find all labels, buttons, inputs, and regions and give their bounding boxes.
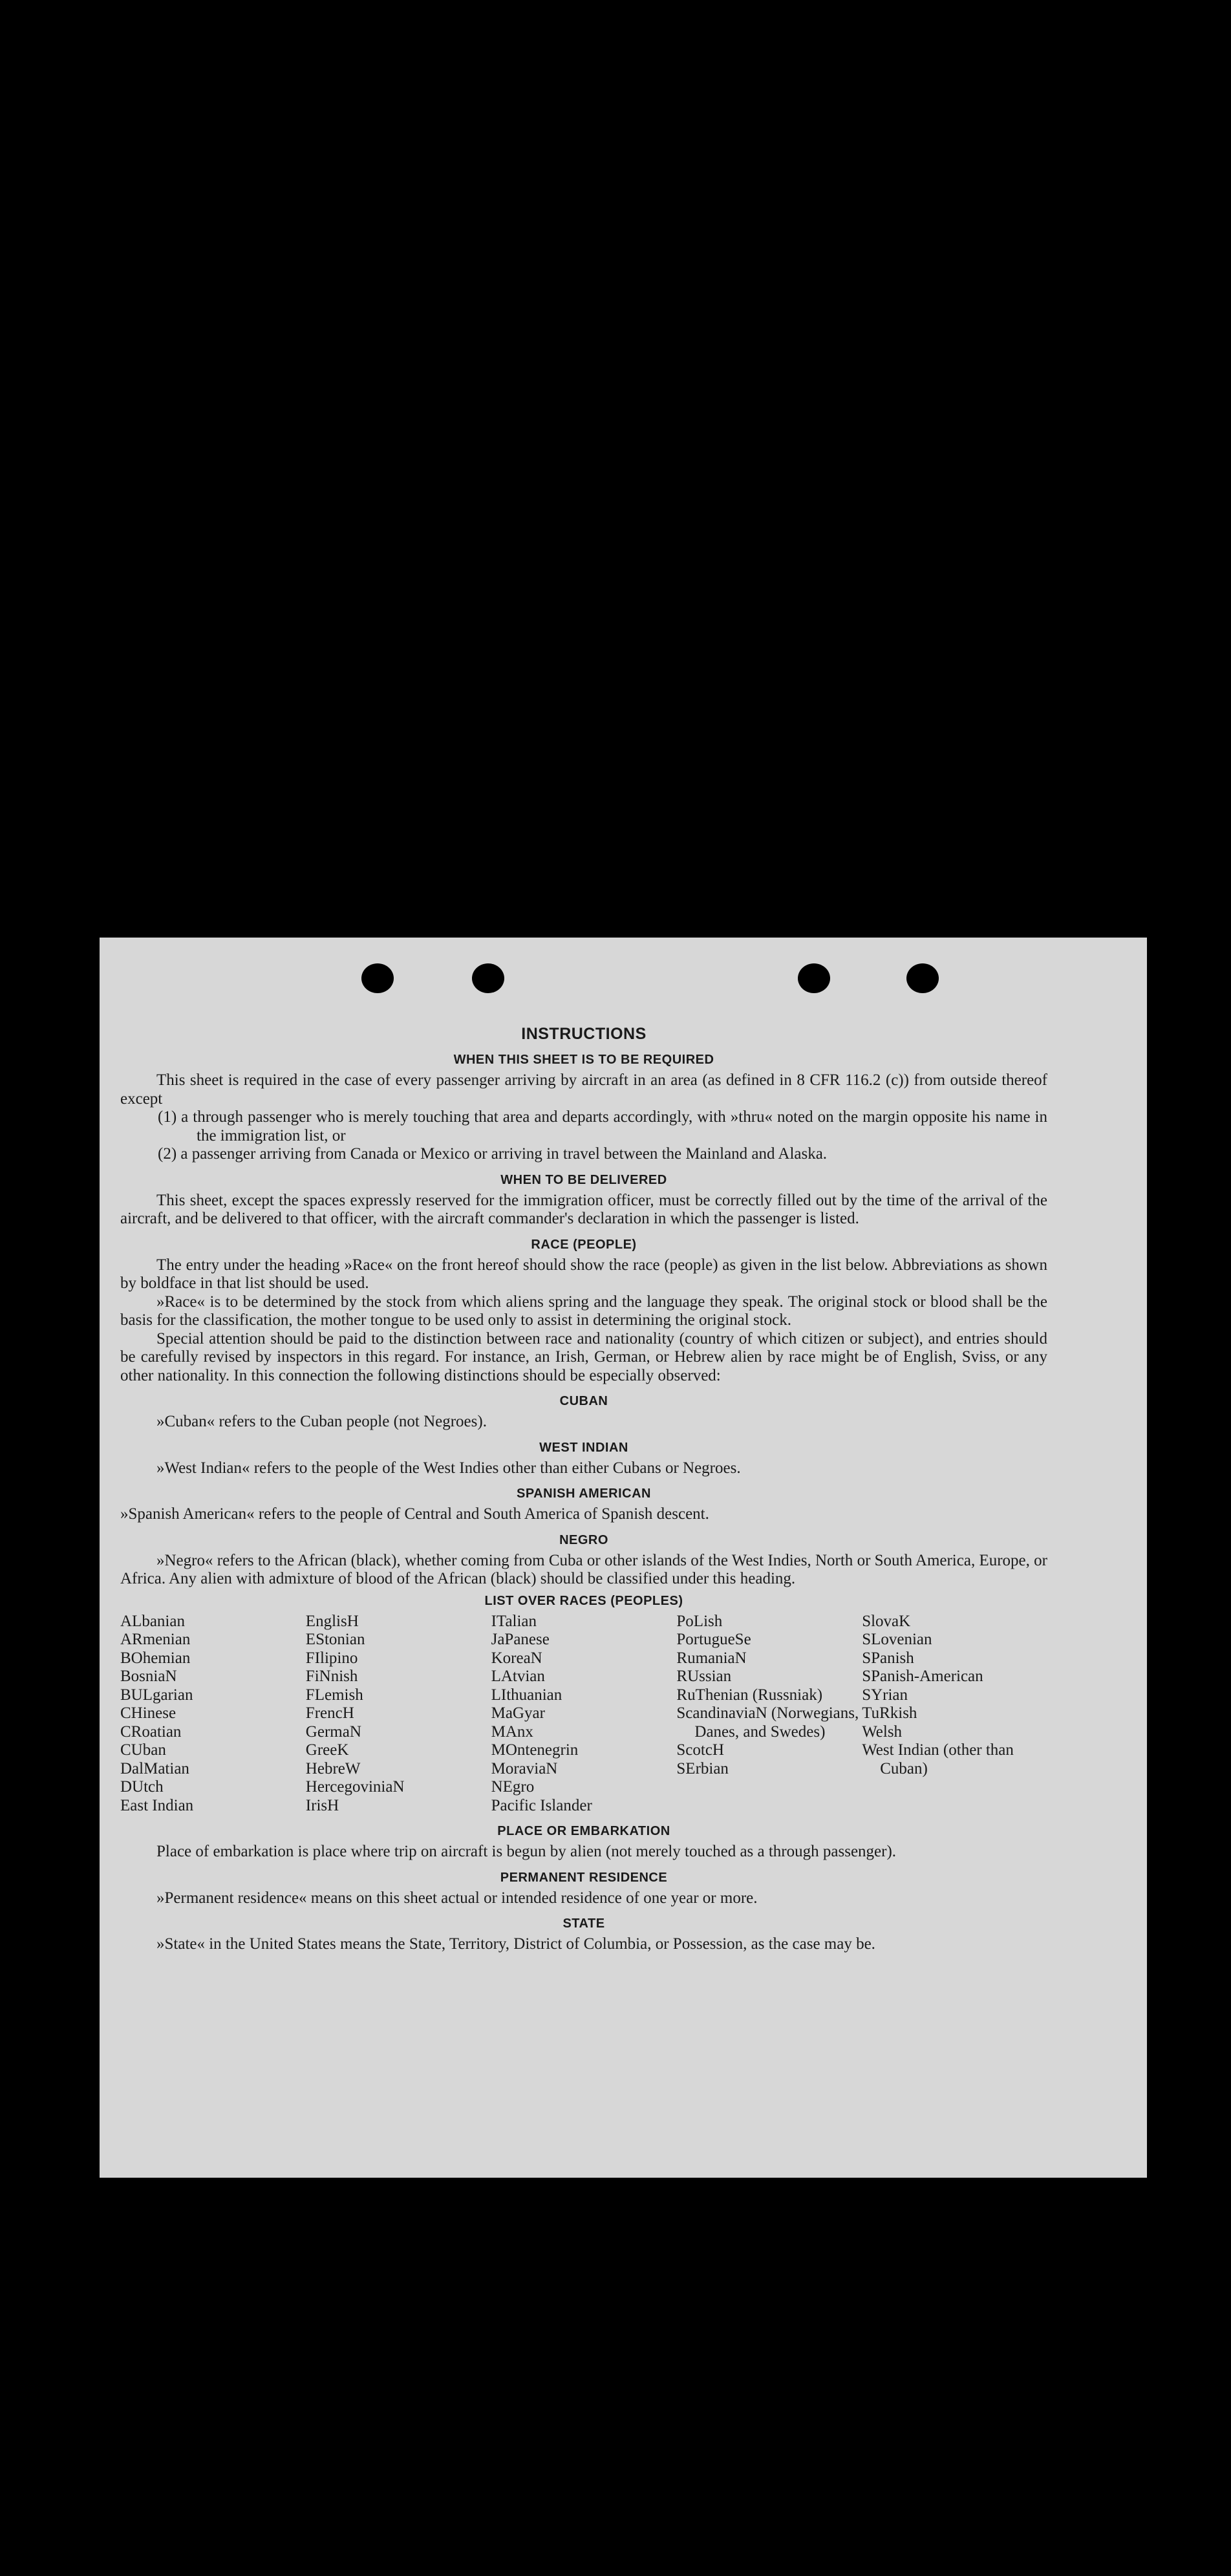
punch-hole <box>361 963 394 993</box>
race-entry: LIthuanian <box>491 1686 562 1704</box>
race-entry: CRoatian <box>120 1723 182 1741</box>
race-entry: BULgarian <box>120 1686 193 1704</box>
race-entry: East Indian <box>120 1796 194 1814</box>
heading-residence: PERMANENT RESIDENCE <box>500 1870 668 1885</box>
race-column <box>491 1613 677 1816</box>
race-entry: LAtvian <box>491 1668 545 1685</box>
race-column <box>120 1613 306 1816</box>
race-entry: SLovenian <box>862 1631 932 1648</box>
race-entry: Welsh <box>862 1723 903 1741</box>
race-entry: EnglisH <box>305 1612 359 1630</box>
heading-negro: NEGRO <box>559 1532 608 1547</box>
race-entry: BosniaN <box>120 1668 177 1685</box>
race-list <box>120 1613 1047 1816</box>
race-entry: DUtch <box>120 1778 164 1796</box>
race-entry: SlovaK <box>862 1612 911 1630</box>
race-entry: FiNnish <box>305 1668 358 1685</box>
race-column <box>862 1613 1047 1816</box>
race-entry: EStonian <box>305 1631 365 1648</box>
race-entry: MaGyar <box>491 1704 545 1722</box>
race-entry: DalMatian <box>120 1759 189 1777</box>
race-entry: GermaN <box>305 1723 361 1741</box>
state-text: »State« in the United States means the State, Territory, District of Columbia, or Possession, as the case may be. <box>156 1935 875 1953</box>
race-entry: MAnx <box>491 1723 533 1741</box>
race-entry: RumaniaN <box>676 1649 747 1667</box>
race-entry: RuThenian (Russniak) <box>676 1686 823 1704</box>
punch-hole <box>906 963 939 993</box>
when-required-item-2: (2) a passenger arriving from Canada or Mexico or arriving in travel between the Mainland and Alaska. <box>158 1145 828 1163</box>
race-entry: IrisH <box>305 1796 339 1814</box>
race-entry: ALbanian <box>120 1612 185 1630</box>
embarkation-text: Place of embarkation is place where trip on aircraft is begun by alien (not merely touched as a through passenger). <box>156 1843 897 1860</box>
race-entry: ScotcH <box>676 1741 724 1759</box>
document-title: INSTRUCTIONS <box>521 1025 647 1043</box>
race-paragraph-1: The entry under the heading »Race« on the front hereof should show the race (people) as given in the list below. Abbreviations as shown by boldface in that list should be used. <box>120 1256 1047 1292</box>
race-entry: PoLish <box>676 1612 723 1630</box>
heading-race: RACE (PEOPLE) <box>531 1237 637 1252</box>
race-entry: BOhemian <box>120 1649 191 1667</box>
race-column <box>676 1613 862 1816</box>
race-entry: MoraviaN <box>491 1759 558 1777</box>
when-required-intro: This sheet is required in the case of every passenger arriving by aircraft in an area (as defined in 8 CFR 116.2 (c)) from outside thereof except <box>120 1071 1047 1108</box>
heading-when-required: WHEN THIS SHEET IS TO BE REQUIRED <box>453 1053 714 1067</box>
heading-cuban: CUBAN <box>559 1394 608 1408</box>
race-entry: ITalian <box>491 1612 537 1630</box>
race-entry: CHinese <box>120 1704 177 1722</box>
negro-text: »Negro« refers to the African (black), whether coming from Cuba or other islands of the West Indies, North or South America, Europe, or Africa. Any alien with admixture of blood of the African (black) should be classified under this heading. <box>120 1551 1047 1587</box>
race-entry: ARmenian <box>120 1631 191 1648</box>
residence-text: »Permanent residence« means on this sheet actual or intended residence of one year or more. <box>156 1889 758 1907</box>
race-entry: HebreW <box>305 1759 361 1777</box>
when-delivered-text: This sheet, except the spaces expressly reserved for the immigration officer, must be correctly filled out by the time of the arrival of the aircraft, and be delivered to that officer, with the aircraft commander's declaration in which the passenger is listed. <box>120 1191 1047 1227</box>
cuban-text: »Cuban« refers to the Cuban people (not Negroes). <box>156 1413 487 1430</box>
race-entry: MOntenegrin <box>491 1741 579 1759</box>
punch-hole <box>798 963 830 993</box>
race-entry: FrencH <box>305 1704 354 1722</box>
race-entry: West Indian (other than Cuban) <box>862 1741 1014 1777</box>
instruction-sheet <box>100 938 1147 2178</box>
when-required-item-1: (1) a through passenger who is merely touching that area and departs accordingly, with »thru« noted on the margin opposite his name in the immigration list, or <box>158 1108 1047 1144</box>
race-entry: SErbian <box>676 1759 729 1777</box>
race-entry: FLemish <box>305 1686 363 1704</box>
race-entry: CUban <box>120 1741 166 1759</box>
race-entry: JaPanese <box>491 1631 550 1648</box>
race-paragraph-2: »Race« is to be determined by the stock from which aliens spring and the language they speak. The original stock or blood shall be the basis for the classification, the mother tongue to be used only to assist in determining the original stock. <box>120 1293 1047 1329</box>
heading-spanish-american: SPANISH AMERICAN <box>516 1487 651 1501</box>
heading-race-list: LIST OVER RACES (PEOPLES) <box>484 1593 683 1608</box>
instructions-text <box>120 1025 1047 1954</box>
race-entry: SPanish-American <box>862 1668 983 1685</box>
race-entry: PortugueSe <box>676 1631 751 1648</box>
punch-hole <box>472 963 504 993</box>
race-entry: NEgro <box>491 1778 535 1796</box>
race-entry: TuRkish <box>862 1704 917 1722</box>
heading-west-indian: WEST INDIAN <box>539 1440 628 1455</box>
race-entry: KoreaN <box>491 1649 542 1667</box>
heading-when-delivered: WHEN TO BE DELIVERED <box>500 1172 667 1187</box>
race-entry: SPanish <box>862 1649 914 1667</box>
race-entry: HercegoviniaN <box>305 1778 405 1796</box>
heading-embarkation: PLACE OR EMBARKATION <box>497 1824 670 1838</box>
race-entry: RUssian <box>676 1668 732 1685</box>
race-paragraph-3: Special attention should be paid to the distinction between race and nationality (country of which citizen or subject), and entries should be carefully revised by inspectors in this regard. For instance, an Irish, German, or Hebrew alien by race might be of English, Sviss, or any other nationality. In this connection the following distinctions should be especially observed: <box>120 1329 1047 1384</box>
heading-state: STATE <box>562 1916 605 1931</box>
west-indian-text: »West Indian« refers to the people of the West Indies other than either Cubans or Negroes. <box>156 1459 741 1477</box>
race-column <box>306 1613 491 1816</box>
race-entry: FIlipino <box>305 1649 358 1667</box>
spanish-american-text: »Spanish American« refers to the people of Central and South America of Spanish descent. <box>120 1505 709 1523</box>
race-entry: ScandinaviaN (Norwegians, Danes, and Swedes) <box>676 1704 859 1741</box>
race-entry: Pacific Islander <box>491 1796 592 1814</box>
race-entry: GreeK <box>305 1741 349 1759</box>
race-entry: SYrian <box>862 1686 908 1704</box>
